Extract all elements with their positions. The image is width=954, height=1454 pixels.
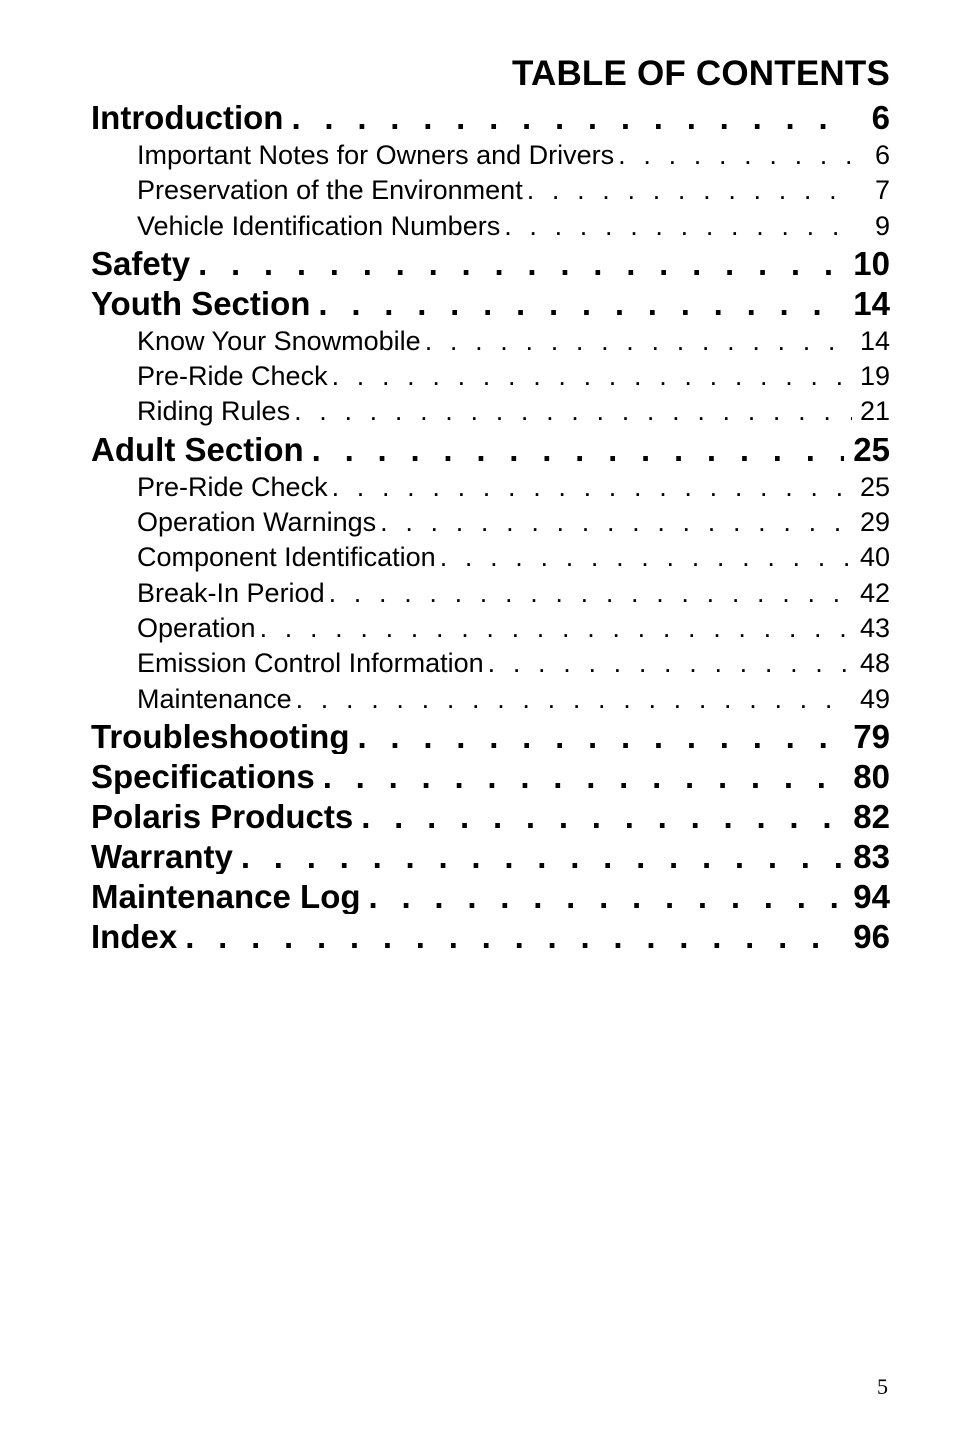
toc-entry-page: 43 — [859, 612, 890, 643]
page-title: TABLE OF CONTENTS — [511, 54, 890, 93]
toc-entry-index[interactable] — [91, 914, 890, 954]
toc-entry-page: 49 — [859, 683, 890, 714]
dot-leader — [421, 321, 852, 356]
dot-leader — [310, 281, 844, 321]
toc-entry-label: Youth Section — [91, 284, 311, 321]
toc-entry-maintenance-log[interactable] — [91, 874, 890, 914]
toc-entry-emission-control[interactable] — [91, 643, 890, 678]
toc-entry-page: 82 — [853, 797, 890, 834]
toc-entry-label: Polaris Products — [91, 797, 354, 834]
toc-entry-label: Index — [91, 917, 178, 954]
dot-leader — [523, 170, 852, 205]
toc-entry-page: 42 — [859, 577, 890, 608]
toc-entry-warranty[interactable] — [91, 834, 890, 874]
toc-entry-safety[interactable] — [91, 241, 890, 281]
toc-entry-preservation-environment[interactable] — [91, 170, 890, 205]
toc-entry-page: 6 — [874, 140, 890, 170]
dot-leader — [353, 794, 844, 834]
toc-entry-page: 94 — [853, 877, 890, 914]
toc-entry-label: Preservation of the Environment — [137, 175, 523, 206]
dot-leader — [190, 241, 844, 281]
toc-entry-label: Vehicle Identification Numbers — [137, 210, 501, 241]
toc-entry-operation[interactable] — [91, 608, 890, 643]
toc-entry-introduction[interactable] — [91, 95, 890, 135]
toc-entry-label: Emission Control Information — [137, 648, 484, 679]
toc-entry-label: Pre-Ride Check — [137, 471, 328, 502]
toc-entry-label: Know Your Snowmobile — [137, 325, 421, 356]
dot-leader — [325, 573, 852, 608]
dot-leader — [304, 427, 844, 467]
dot-leader — [233, 834, 844, 874]
toc-entry-page: 21 — [859, 396, 890, 427]
dot-leader — [484, 643, 852, 678]
toc-entry-label: Pre-Ride Check — [137, 361, 328, 392]
dot-leader — [290, 391, 852, 426]
toc-entry-specifications[interactable] — [91, 754, 890, 794]
toc-entry-page: 96 — [853, 917, 890, 954]
toc-entry-page: 40 — [859, 542, 890, 573]
toc-entry-component-identification[interactable] — [91, 537, 890, 572]
toc-entry-page: 83 — [853, 837, 890, 874]
toc-entry-page: 14 — [853, 284, 890, 321]
toc-entry-page: 6 — [871, 99, 890, 135]
toc-entry-label: Introduction — [91, 99, 284, 135]
toc-entry-page: 7 — [874, 175, 890, 206]
toc-entry-page: 25 — [853, 430, 890, 467]
dot-leader — [376, 502, 852, 537]
toc-entry-label: Maintenance Log — [91, 877, 361, 914]
dot-leader — [436, 537, 852, 572]
toc-entry-label: Riding Rules — [137, 396, 291, 427]
toc-entry-label: Important Notes for Owners and Drivers — [137, 140, 615, 170]
dot-leader — [328, 356, 852, 391]
toc-entry-label: Specifications — [91, 757, 315, 794]
toc-entry-label: Safety — [91, 244, 191, 281]
toc-entry-label: Operation Warnings — [137, 507, 377, 538]
dot-leader — [292, 679, 852, 714]
dot-leader — [349, 714, 844, 754]
dot-leader — [283, 95, 844, 135]
dot-leader — [500, 206, 852, 241]
toc-entry-important-notes[interactable] — [91, 135, 890, 170]
toc-entry-troubleshooting[interactable] — [91, 714, 890, 754]
toc-entry-page: 10 — [853, 244, 890, 281]
toc-entry-page: 25 — [859, 471, 890, 502]
dot-leader — [177, 914, 844, 954]
table-of-contents — [91, 95, 890, 954]
toc-entry-label: Maintenance — [137, 683, 292, 714]
toc-entry-adult-section[interactable] — [91, 427, 890, 467]
page-number: 5 — [877, 1374, 888, 1399]
dot-leader — [328, 467, 852, 502]
toc-entry-youth-section[interactable] — [91, 281, 890, 321]
toc-entry-label: Adult Section — [91, 430, 304, 467]
toc-entry-label: Operation — [137, 612, 256, 643]
toc-entry-page: 29 — [859, 507, 890, 538]
toc-entry-label: Break-In Period — [137, 577, 325, 608]
toc-entry-maintenance[interactable] — [91, 679, 890, 714]
toc-entry-vehicle-identification[interactable] — [91, 206, 890, 241]
toc-entry-page: 14 — [859, 325, 890, 356]
dot-leader — [315, 754, 844, 794]
toc-entry-youth-pre-ride-check[interactable] — [91, 356, 890, 391]
toc-entry-label: Troubleshooting — [91, 717, 350, 754]
dot-leader — [614, 135, 852, 170]
toc-entry-polaris-products[interactable] — [91, 794, 890, 834]
toc-entry-page: 80 — [853, 757, 890, 794]
toc-entry-label: Warranty — [91, 837, 233, 874]
dot-leader — [361, 874, 844, 914]
toc-entry-page: 48 — [859, 648, 890, 679]
toc-entry-operation-warnings[interactable] — [91, 502, 890, 537]
dot-leader — [256, 608, 852, 643]
toc-entry-label: Component Identification — [137, 542, 436, 573]
toc-entry-page: 9 — [874, 210, 890, 241]
toc-entry-page: 79 — [853, 717, 890, 754]
toc-entry-break-in-period[interactable] — [91, 573, 890, 608]
toc-entry-adult-pre-ride-check[interactable] — [91, 467, 890, 502]
toc-entry-know-your-snowmobile[interactable] — [91, 321, 890, 356]
toc-entry-page: 19 — [859, 361, 890, 392]
toc-entry-riding-rules[interactable] — [91, 391, 890, 426]
